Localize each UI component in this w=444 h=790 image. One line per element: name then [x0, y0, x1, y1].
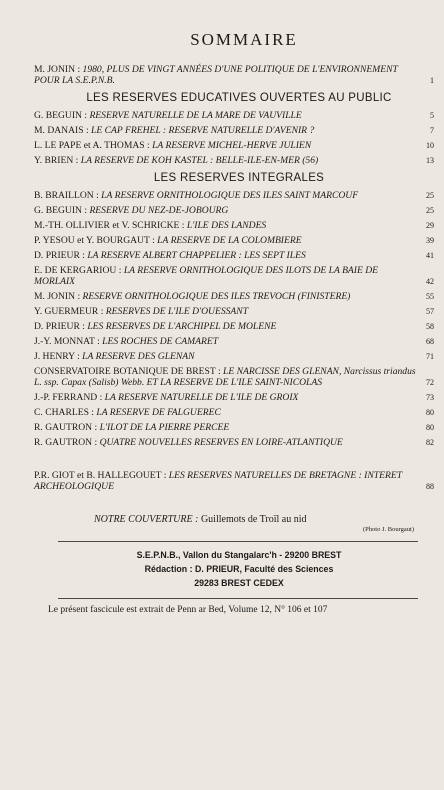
- toc-entry: [34, 190, 434, 201]
- toc-entry: [34, 351, 434, 362]
- toc-entry: [34, 407, 434, 418]
- entry-page-number: 88: [426, 482, 434, 491]
- entry-page-number: 13: [426, 156, 434, 165]
- cover-credit: (Photo J. Bourgaut): [363, 526, 414, 533]
- entry-authors: G. BEGUIN :: [34, 110, 88, 121]
- toc-entry: [34, 265, 434, 287]
- entry-page-number: 25: [426, 206, 434, 215]
- entry-title: LA RESERVE DE KOH KASTEL : BELLE-ILE-EN-MER (56): [80, 155, 319, 166]
- entry-authors: M. JONIN :: [34, 291, 81, 302]
- entry-authors: L. LE PAPE et A. THOMAS :: [34, 140, 150, 151]
- entry-authors: M. JONIN :: [34, 64, 81, 75]
- toc-entry: [34, 321, 434, 332]
- entry-page-number: 55: [426, 292, 434, 301]
- entry-authors: G. BEGUIN :: [34, 205, 88, 216]
- entry-page-number: 72: [426, 378, 434, 387]
- entry-title: LES ROCHES DE CAMARET: [102, 336, 219, 347]
- section-title-integral: LES RESERVES INTEGRALES: [153, 172, 325, 184]
- entry-authors: M.-TH. OLLIVIER et V. SCHRICKE :: [34, 220, 185, 231]
- entry-title: LA RESERVE DES GLENAN: [82, 351, 195, 362]
- entry-page-number: 29: [426, 221, 434, 230]
- entry-title: LA RESERVE MICHEL-HERVE JULIEN: [152, 140, 312, 151]
- entry-title: RESERVE DU NEZ-DE-JOBOURG: [89, 205, 229, 216]
- entry-page-number: 39: [426, 236, 434, 245]
- divider: [58, 598, 418, 599]
- toc-entry: [34, 306, 434, 317]
- entry-authors: D. PRIEUR :: [34, 321, 85, 332]
- entry-authors: J. HENRY :: [34, 351, 80, 362]
- entry-authors: R. GAUTRON :: [34, 437, 98, 448]
- entry-authors: CONSERVATOIRE BOTANIQUE DE BREST :: [34, 366, 221, 377]
- toc-entry: [34, 140, 434, 151]
- entry-title: LE NARCISSE DES GLENAN, Narcissus triandus L. ssp. Capax (Salisb) Webb. ET LA RESERVE DE L'ILE SAINT-NICOLAS: [34, 366, 416, 388]
- entry-title: LES RESERVES NATURELLES DE BRETAGNE : INTERET ARCHEOLOGIQUE: [34, 470, 402, 492]
- entry-page-number: 7: [430, 126, 434, 135]
- entry-title: LA RESERVE ORNITHOLOGIQUE DES ILOTS DE LA BAIE DE MORLAIX: [34, 265, 379, 287]
- toc-entry: [34, 392, 434, 403]
- entry-authors: P.R. GIOT et B. HALLEGOUET :: [34, 470, 167, 481]
- entry-authors: J.-Y. MONNAT :: [34, 336, 100, 347]
- entry-title: 1980, PLUS DE VINGT ANNÉES D'UNE POLITIQUE DE L'ENVIRONNEMENT POUR LA S.E.P.N.B.: [34, 64, 398, 86]
- entry-page-number: 42: [426, 277, 434, 286]
- toc-entry: [34, 366, 434, 388]
- entry-page-number: 5: [430, 111, 434, 120]
- entry-authors: P. YESOU et Y. BOURGAUT :: [34, 235, 155, 246]
- entry-title: LA RESERVE NATURELLE DE L'ILE DE GROIX: [104, 392, 299, 403]
- educational-reserves-list: [34, 110, 434, 166]
- toc-entry: [34, 110, 434, 121]
- cover-note: [34, 514, 434, 525]
- toc-entry: [34, 64, 434, 86]
- entry-authors: Y. BRIEN :: [34, 155, 79, 166]
- entry-title: LES RESERVES DE L'ARCHIPEL DE MOLENE: [87, 321, 277, 332]
- entry-page-number: 1: [430, 76, 434, 85]
- entry-title: RESERVE NATURELLE DE LA MARE DE VAUVILLE: [89, 110, 302, 121]
- entry-authors: B. BRAILLON :: [34, 190, 99, 201]
- entry-title: QUATRE NOUVELLES RESERVES EN LOIRE-ATLANTIQUE: [99, 437, 343, 448]
- toc-entry: [34, 205, 434, 216]
- toc-entry: [34, 250, 434, 261]
- intro-list: [34, 64, 434, 86]
- entry-page-number: 58: [426, 322, 434, 331]
- entry-authors: M. DANAIS :: [34, 125, 89, 136]
- entry-page-number: 71: [426, 352, 434, 361]
- address-line-3: 29283 BREST CEDEX: [194, 578, 284, 588]
- divider: [58, 541, 418, 542]
- entry-title: LE CAP FREHEL : RESERVE NATURELLE D'AVENIR ?: [91, 125, 315, 136]
- toc-entry: [34, 235, 434, 246]
- toc-entry: [34, 422, 434, 433]
- entry-page-number: 80: [426, 408, 434, 417]
- entry-title: RESERVES DE L'ILE D'OUESSANT: [105, 306, 249, 317]
- entry-page-number: 80: [426, 423, 434, 432]
- section-title-educational: LES RESERVES EDUCATIVES OUVERTES AU PUBLIC: [86, 92, 392, 104]
- toc-entry: [34, 155, 434, 166]
- integral-reserves-list: [34, 190, 434, 448]
- entry-authors: J.-P. FERRAND :: [34, 392, 103, 403]
- toc-entry: [34, 291, 434, 302]
- address-line-2: Rédaction : D. PRIEUR, Faculté des Sciences: [144, 564, 334, 574]
- entry-title: LA RESERVE DE LA COLOMBIERE: [157, 235, 302, 246]
- entry-title: L'ILOT DE LA PIERRE PERCEE: [99, 422, 230, 433]
- toc-entry: [34, 220, 434, 231]
- entry-page-number: 82: [426, 438, 434, 447]
- entry-title: LA RESERVE ALBERT CHAPPELIER : LES SEPT ILES: [87, 250, 306, 261]
- entry-page-number: 73: [426, 393, 434, 402]
- toc-entry: [34, 125, 434, 136]
- toc-entry: [34, 437, 434, 448]
- entry-page-number: 25: [426, 191, 434, 200]
- address-block: [34, 548, 434, 590]
- entry-title: LA RESERVE DE FALGUEREC: [96, 407, 221, 418]
- toc-entry: [34, 336, 434, 347]
- entry-authors: Y. GUERMEUR :: [34, 306, 104, 317]
- entry-page-number: 41: [426, 251, 434, 260]
- entry-page-number: 10: [426, 141, 434, 150]
- cover-text: Guillemots de Troïl au nid: [200, 514, 307, 525]
- cover-label: NOTRE COUVERTURE :: [94, 514, 199, 525]
- entry-authors: R. GAUTRON :: [34, 422, 98, 433]
- toc-entry: [34, 470, 434, 492]
- page-title: SOMMAIRE: [190, 30, 298, 49]
- closing-list: [34, 470, 434, 492]
- entry-authors: E. DE KERGARIOU :: [34, 265, 122, 276]
- footer-note: Le présent fascicule est extrait de Penn ar Bed, Volume 12, N° 106 et 107: [48, 605, 328, 615]
- entry-page-number: 57: [426, 307, 434, 316]
- entry-authors: D. PRIEUR :: [34, 250, 85, 261]
- address-line-1: S.E.P.N.B., Vallon du Stangalarc'h - 29200 BREST: [136, 550, 342, 560]
- entry-title: RESERVE ORNITHOLOGIQUE DES ILES TREVOCH (FINISTERE): [82, 291, 351, 302]
- entry-page-number: 68: [426, 337, 434, 346]
- entry-authors: C. CHARLES :: [34, 407, 94, 418]
- entry-title: L'ILE DES LANDES: [186, 220, 267, 231]
- entry-title: LA RESERVE ORNITHOLOGIQUE DES ILES SAINT MARCOUF: [101, 190, 359, 201]
